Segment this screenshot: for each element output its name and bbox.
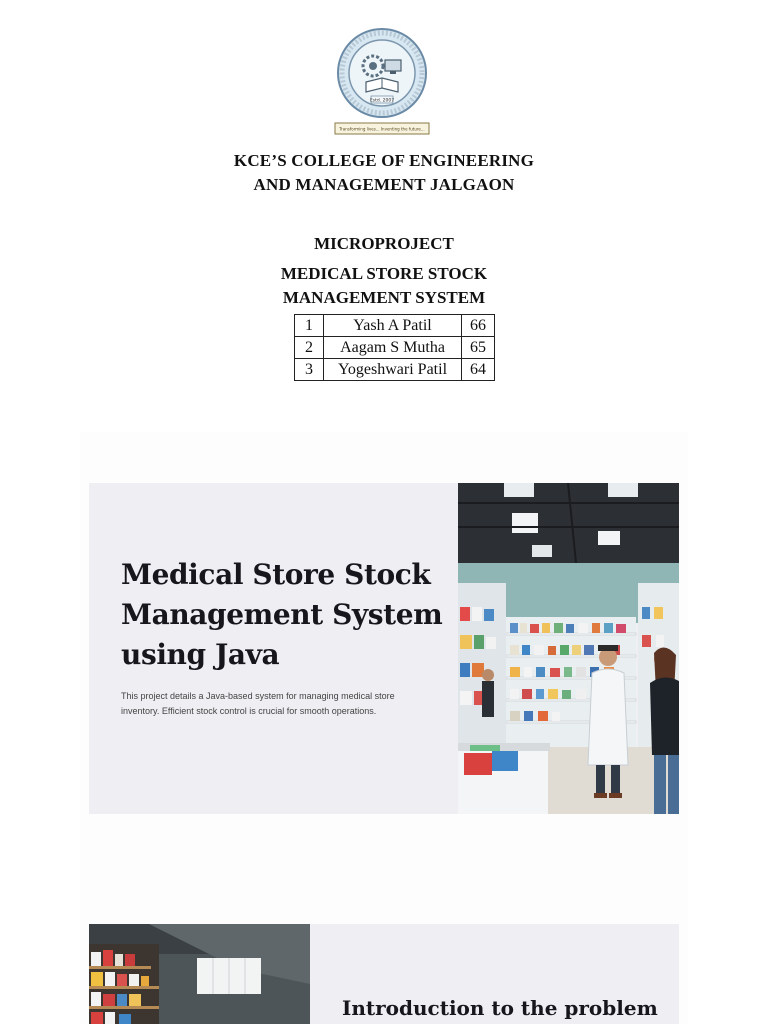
slide-title-line-2: Management System bbox=[121, 598, 443, 631]
member-roll: 66 bbox=[462, 315, 495, 337]
member-number: 1 bbox=[295, 315, 324, 337]
svg-text:Transforming lives... Inventin: Transforming lives... Inventing the future... bbox=[339, 126, 425, 132]
slide-title-line-3: using Java bbox=[121, 638, 280, 671]
svg-text:Estd. 2007: Estd. 2007 bbox=[369, 98, 395, 104]
pharmacy-store-photo bbox=[458, 483, 679, 814]
members-table bbox=[294, 314, 495, 381]
title-slide bbox=[89, 483, 679, 814]
member-name: Yash A Patil bbox=[324, 315, 462, 337]
table-row bbox=[295, 315, 495, 337]
slide-heading: Introduction to the problem bbox=[342, 996, 658, 1020]
member-name: Aagam S Mutha bbox=[324, 337, 462, 359]
microproject-label: MICROPROJECT bbox=[314, 234, 454, 253]
college-name-line-1: KCE’S COLLEGE OF ENGINEERING bbox=[233, 151, 535, 170]
slide-description bbox=[121, 689, 421, 719]
member-number: 3 bbox=[295, 359, 324, 381]
member-roll: 64 bbox=[462, 359, 495, 381]
project-title bbox=[0, 262, 768, 310]
member-name: Yogeshwari Patil bbox=[324, 359, 462, 381]
slide-description-line-2: inventory. Efficient stock control is crucial for smooth operations. bbox=[121, 706, 377, 716]
intro-slide bbox=[89, 924, 679, 1024]
pharmacy-shelves-photo bbox=[89, 924, 310, 1024]
college-name-line-2: AND MANAGEMENT JALGAON bbox=[253, 175, 515, 194]
college-name bbox=[0, 149, 768, 197]
project-title-line-1: MEDICAL STORE STOCK bbox=[280, 264, 488, 283]
slide-title-line-1: Medical Store Stock bbox=[121, 558, 431, 591]
project-title-line-2: MANAGEMENT SYSTEM bbox=[282, 288, 486, 307]
table-row bbox=[295, 359, 495, 381]
member-roll: 65 bbox=[462, 337, 495, 359]
member-number: 2 bbox=[295, 337, 324, 359]
slide-description-line-1: This project details a Java-based system for managing medical store bbox=[121, 691, 395, 701]
college-seal-logo bbox=[333, 26, 431, 136]
table-row bbox=[295, 337, 495, 359]
slide-title bbox=[121, 555, 451, 675]
